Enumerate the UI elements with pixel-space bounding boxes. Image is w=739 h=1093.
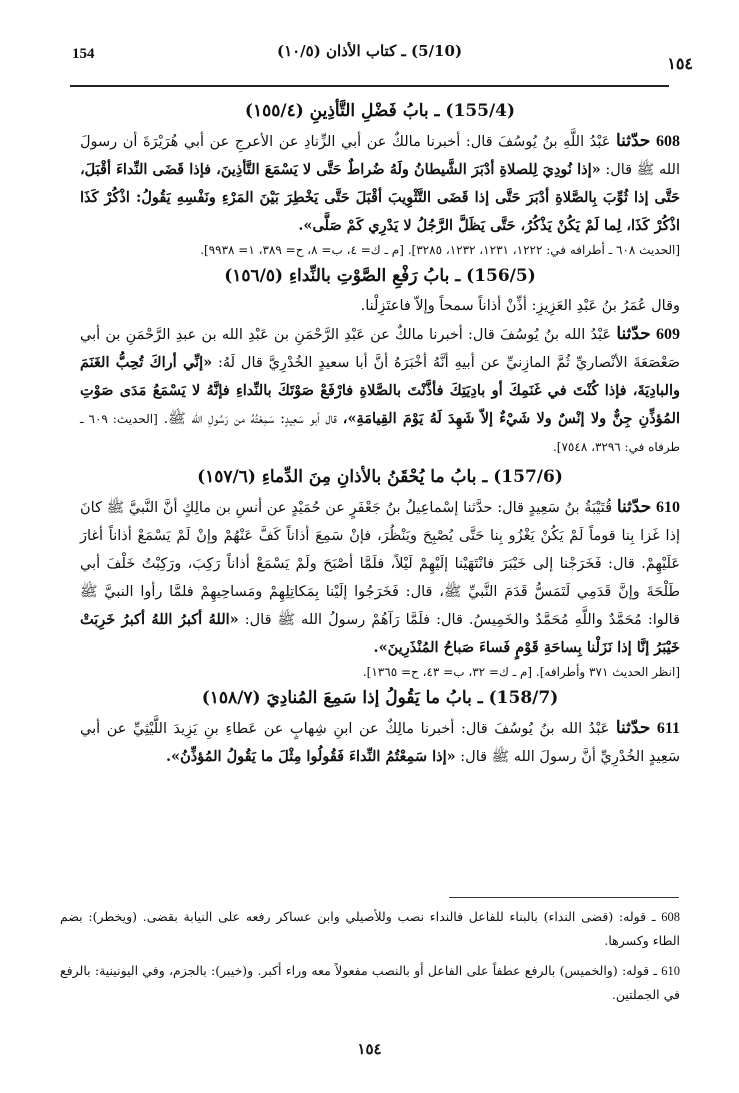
chapter-heading: (156/5) ـ بابُ رَفْعِ الصَّوْتِ بالنِّداءِ (١٥٦/٥) [224,266,536,286]
hadith-matn: «إنِّي أراكَ تُحِبُّ الغَنَمَ والبادِيَةَ، فإذا كُنْتَ في غَنَمِكَ أو بادِيَتِكَ فأذَّنْتَ بالصَّلاةِ فارْفَعْ صَوْتَكَ بالنِّداءِ فإنَّهُ لا يَسْمَعُ مَدَى صَوْتِ المُؤذِّنِ جِنٌّ ولا إنْسٌ ولا شَيْءٌ إلاّ شَهِدَ لَهُ يَوْمَ القِيامَةِ»، [80,354,680,427]
footnote-text: ـ قوله: (قضى النداء) بالبناء للفاعل فالنداء نصب وللأصيلي وابن عساكر رفعه على النيابة بقضى. (ويخطر): بضم الطاء وكسرها. [60,909,680,948]
hadith-matn: «إذا نُودِيَ لِلصلاةِ أدْبَرَ الشَّيطانُ ولَهُ ضُراطٌ حَتَّى لا يَسْمَعَ التَّأذِينَ، فإذا قَضَى النِّداءَ أقْبَلَ، حَتَّى إذا ثُوِّبَ بِالصَّلاةِ أدْبَرَ حَتَّى إذا قَضَى التَّثْوِيبَ أقْبَلَ حَتَّى يَخْطِرَ بَيْنَ المَرْءِ ونَفْسِهِ يَقُولُ: اذْكُرْ كَذَا اذْكُرْ كَذَا، لِما لَمْ يَكُنْ يَذْكُرُ، حَتَّى يَظَلَّ الرَّجُلُ لا يَدْرِي كَمْ صَلَّى». [80,161,680,234]
hadith-paragraph [80,127,680,240]
hadith-chain: عَبْدُ اللَّهِ بنُ يُوسُفَ قال: أخبرنا مالكٌ عن أبي الزِّنادِ عن الأعرجِ عن أبي هُرَيْرَةَ أن رسولَ الله ﷺ قال: [80,134,681,178]
hadith-reference: [انظر الحديث ٣٧١ وأطرافه]. [م ـ ك= ٣٢، ب= ٤٣، ح= ١٣٦٥]. [362,665,680,679]
hadith-number: 609 [656,326,681,343]
footnote-number: 610 [661,964,680,978]
footer-page-number: ١٥٤ [357,1040,382,1058]
haddathana-word: حدّثنا [615,718,651,738]
footnote-number: 608 [661,910,680,924]
page-header [40,40,699,74]
chapter-heading: (157/6) ـ بابُ ما يُحْقَنُ بالأذانِ مِنَ الدِّماءِ (١٥٧/٦) [197,467,563,487]
hadith-number: 608 [656,133,681,150]
hadith-matn: «إذا سَمِعْتُمُ النِّداءَ فَقُولُوا مِثْلَ ما يَقُولُ المُؤذِّنُ». [165,748,456,765]
hadith-paragraph [80,714,680,771]
hadith-chain: قُتَيْبَةُ بنُ سَعِيدٍ قال: حدَّثنا إسْماعِيلُ بنُ جَعْفَرٍ عن حُمَيْدٍ عن أنسِ بن مالِكٍ أنَّ النَّبيَّ ﷺ كانَ إذا غَزا بِنا قوماً لَمْ يَكُنْ يَغْزُو بِنا حَتَّى يُصْبِحَ ويَنْظُرَ، فإنْ سَمِعَ أذاناً كَفَّ عَنْهُمْ وإنْ لَمْ يَسْمَعْ أذاناً أغارَ عَلَيْهِمْ. قال: فَخَرَجْنا إلى خَيْبَرَ فانْتَهَيْنا إلَيْهِمْ لَيْلاً، فلَمَّا أصْبَحَ ولَمْ يَسْمَعْ أذاناً رَكِبَ، ورَكِبْتُ خَلْفَ أبي طَلْحَةَ وإنَّ قَدَمِي لَتَمَسُّ قَدَمَ النَّبيِّ ﷺ، قال: فَخَرَجُوا إلَيْنا بِمَكاتِلِهِمْ ومَساحِيهِمْ فلمَّا رأوا النبيَّ ﷺ قالوا: مُحَمَّدٌ واللَّهِ مُحَمَّدٌ والخَمِيسُ. قال: فلَمَّا رَآهُمْ رسولُ الله ﷺ قال: [80,500,681,628]
hadith-chain: عَبْدُ الله بنُ يُوسُفَ قال: أخبرنا مالكٌ عن عَبْدِ الرَّحْمَنِ بن عَبْدِ الله بن عبدِ الرَّحْمَنِ بن أبي صَعْصَعَةَ الأنْصاريِّ ثُمَّ المازِنيِّ عن أبيهِ أنَّهُ أخْبَرَهُ أنَّ أبا سعيدٍ الخُدْرِيَّ قال لَهُ: [80,327,681,371]
footnote [60,959,680,1007]
hadith-reference: [الحديث: ٦٠٩ ـ طرفاه في: ٣٢٩٦، ٧٥٤٨]. [80,412,680,454]
hadith-paragraph [80,493,680,662]
hadith-paragraph [80,320,680,461]
hadith-after: قال أبو سَعِيدٍ: سَمِعْتُهُ من رَسُولِ الله ﷺ. [163,411,337,427]
chapter-intro: وقال عُمَرُ بنُ عَبْدِ العَزِيزِ: أذِّنْ أذاناً سمحاً وإلاّ فاعتَزِلْنا. [360,298,680,314]
haddathana-word: حدّثنا [616,497,652,517]
haddathana-word: حدّثنا [615,131,651,151]
hadith-chain: عَبْدُ الله بنُ يُوسُفَ قال: أخبرنا مالِكٌ عن ابنِ شِهابٍ عن عَطاءِ بنِ يَزِيدَ اللَّيْثِيِّ عن أبي سَعِيدٍ الخُدْرِيِّ أنَّ رسولَ الله ﷺ قال: [80,721,680,765]
header-rule [70,85,669,87]
hadith-number: 611 [656,720,681,737]
footnotes [60,905,680,1013]
footnote-text: ـ قوله: (والخميس) بالرفع عطفاً على الفاعل أو بالنصب مفعولاً معه وراء أكبر. و(خيبر): بالجزم، وفي اليونينية: بالرفع في الجملتين. [60,963,680,1002]
main-text [80,95,680,771]
page-number-latin: 154 [72,46,95,62]
running-title: (5/10) ـ كتاب الأذان (١٠/٥) [276,42,463,60]
hadith-number: 610 [656,499,680,516]
footnote-rule [449,897,679,898]
page-number-arabic: ١٥٤ [667,54,693,73]
chapter-heading: (155/4) ـ بابُ فَضْلِ التَّأذِينِ (١٥٥/٤) [244,101,516,121]
footnote [60,905,680,953]
chapter-heading: (158/7) ـ بابُ ما يَقُولُ إذا سَمِعَ المُنادِيَ (١٥٨/٧) [201,688,559,708]
haddathana-word: حدّثنا [616,324,651,344]
hadith-matn: «اللهُ أكبرُ اللهُ أكبرُ خَرِبَتْ خَيْبَرُ إنَّا إذا نَزَلْنا بِساحَةِ قَوْمٍ فَساءَ صَباحُ المُنْذَرِينَ». [80,611,680,656]
hadith-reference: [الحديث ٦٠٨ ـ أطرافه في: ١٢٢٢، ١٢٣١، ١٢٣٢، ٣٢٨٥]. [م ـ ك= ٤، ب= ٨، ح= ٣٨٩، ١= ٩٩٣٨]. [200,243,680,257]
